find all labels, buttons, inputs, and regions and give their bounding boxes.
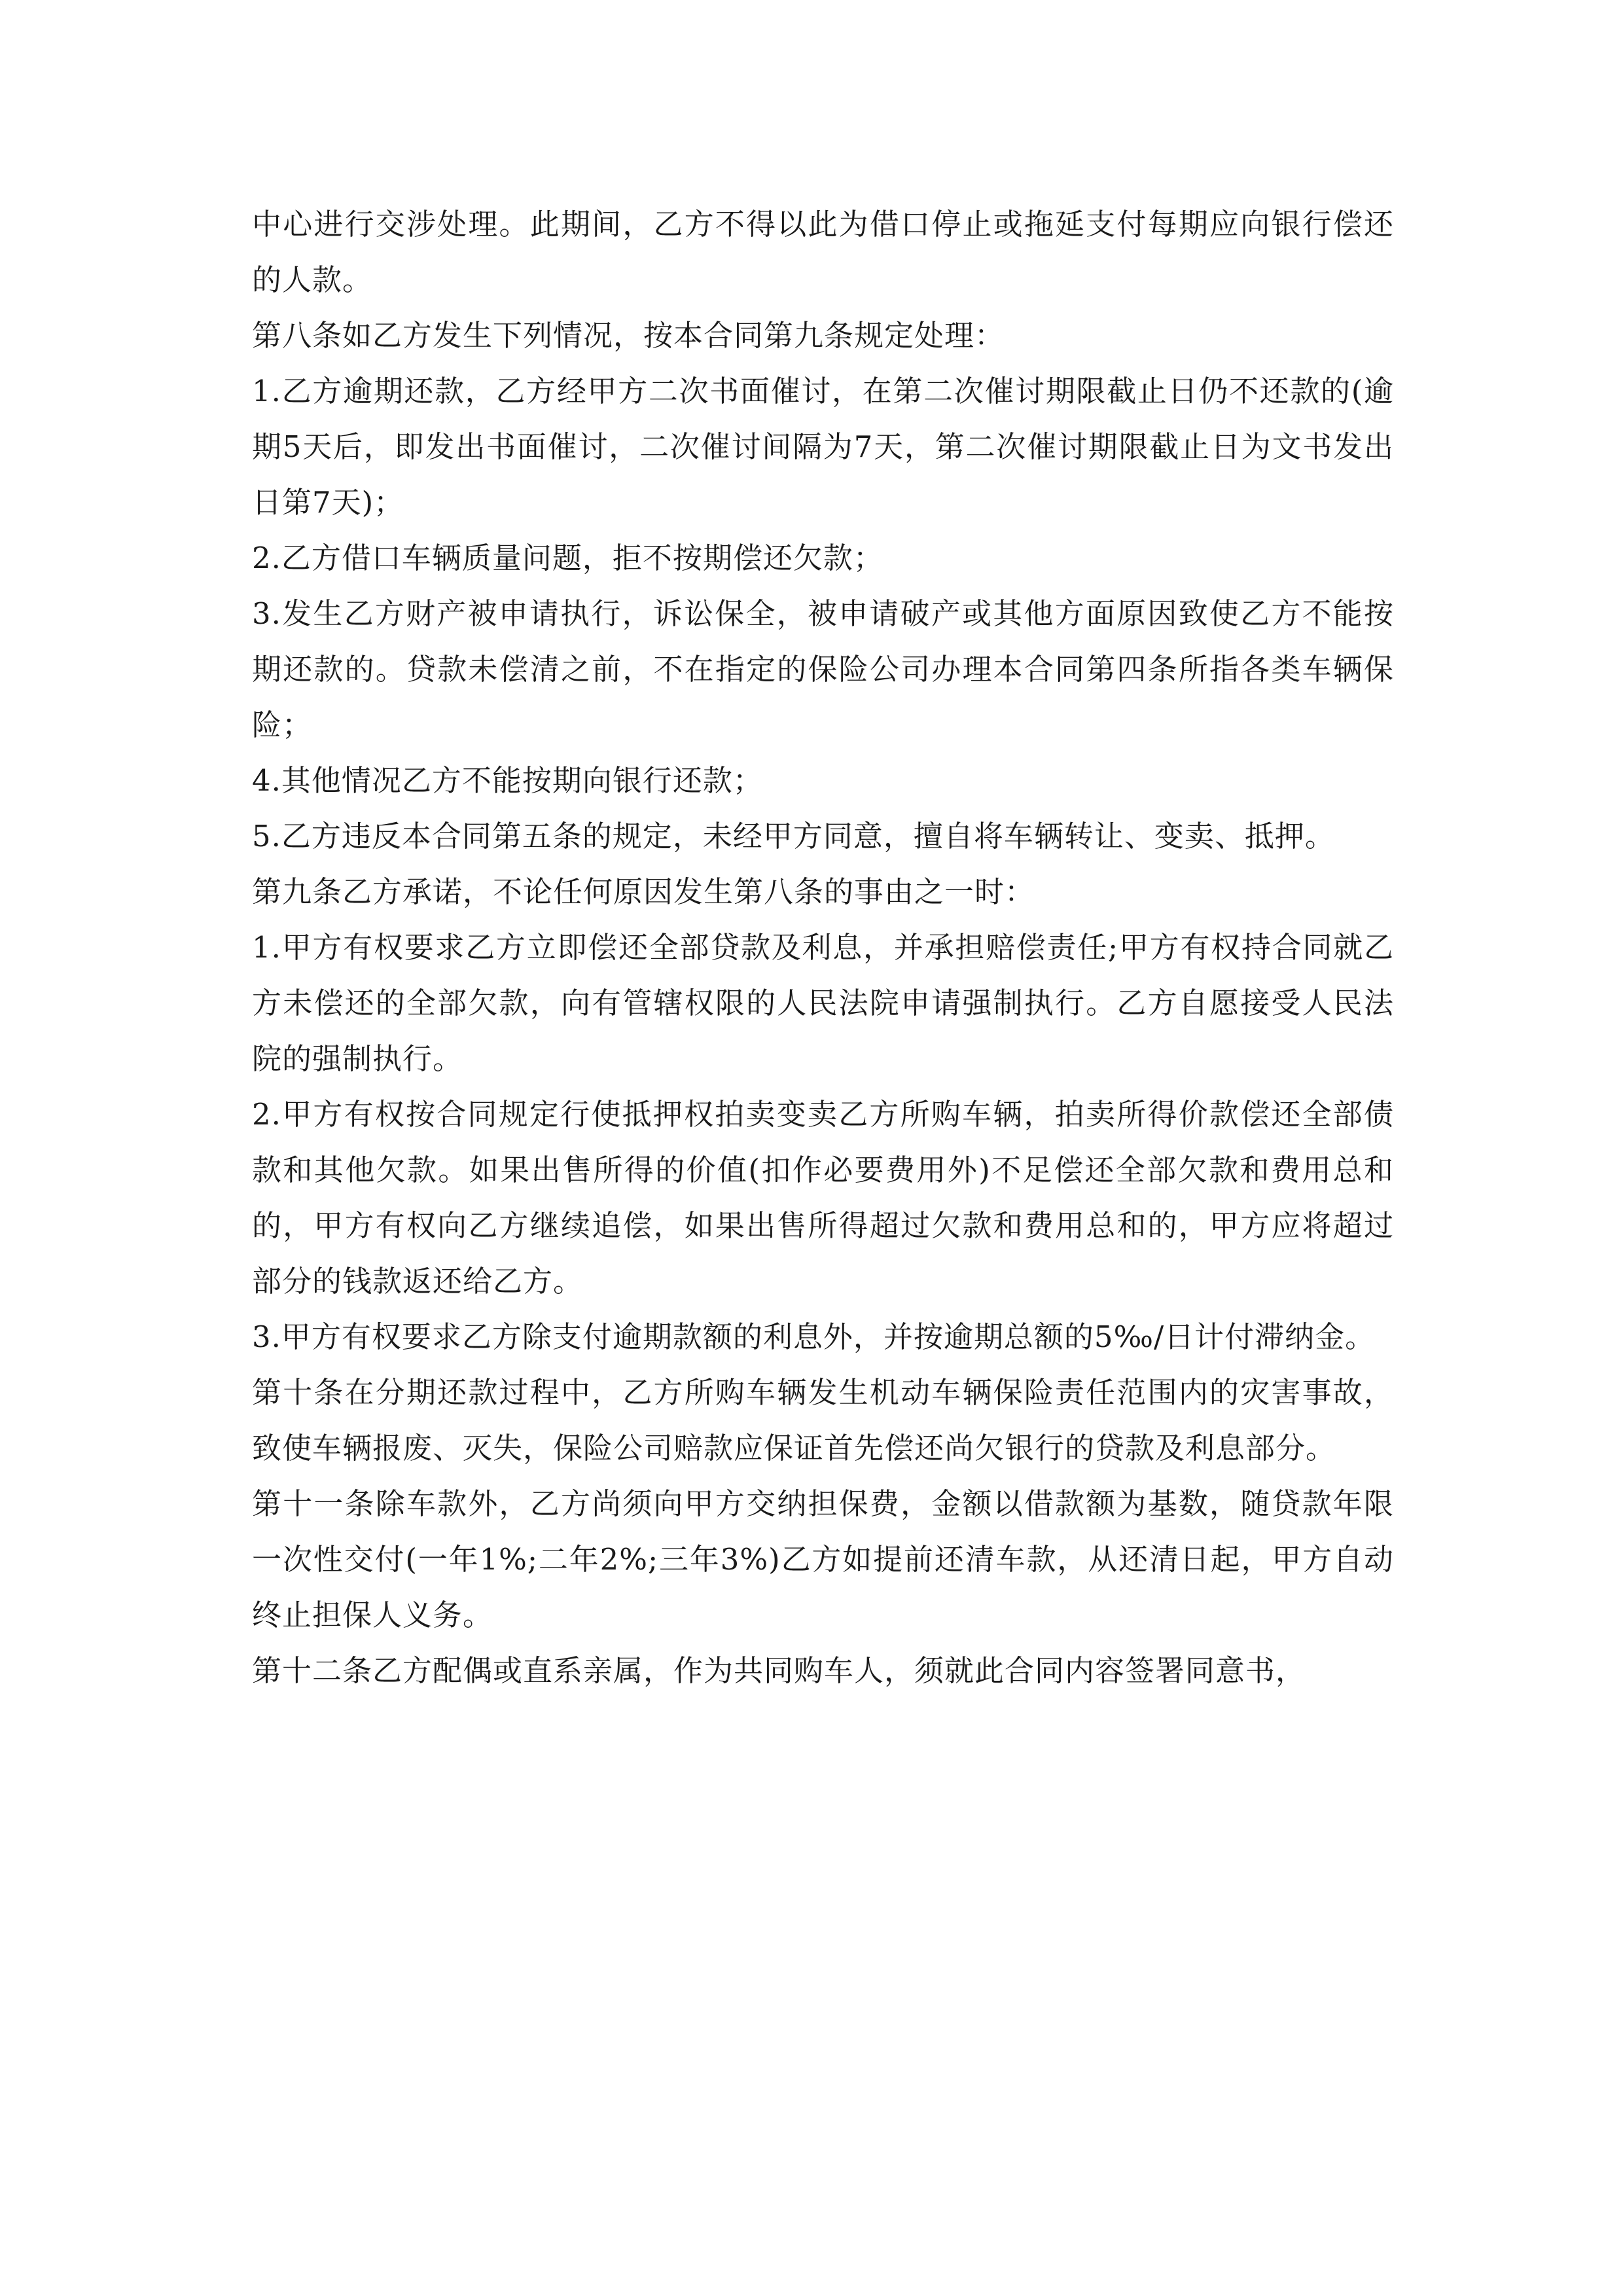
article-8-item-1: 1.乙方逾期还款，乙方经甲方二次书面催讨，在第二次催讨期限截止日仍不还款的(逾期5天后，即发出书面催讨，二次催讨间隔为7天，第二次催讨期限截止日为文书发出日第7天)；	[252, 374, 1394, 520]
article-9-item-3: 3.甲方有权要求乙方除支付逾期款额的利息外，并按逾期总额的5‰/日计付滞纳金。	[252, 1319, 1376, 1354]
article-8-item-2: 2.乙方借口车辆质量问题，拒不按期偿还欠款；	[252, 541, 883, 575]
article-8-item-3: 3.发生乙方财产被申请执行，诉讼保全，被申请破产或其他方面原因致使乙方不能按期还款的。贷款未偿清之前，不在指定的保险公司办理本合同第四条所指各类车辆保险；	[252, 596, 1394, 742]
article-8-heading: 第八条如乙方发生下列情况，按本合同第九条规定处理：	[252, 318, 1005, 353]
article-9-heading: 第九条乙方承诺，不论任何原因发生第八条的事由之一时：	[252, 874, 1035, 909]
article-10: 第十条在分期还款过程中，乙方所购车辆发生机动车辆保险责任范围内的灾害事故，致使车辆报废、灭失，保险公司赔款应保证首先偿还尚欠银行的贷款及利息部分。	[252, 1375, 1394, 1465]
document-body	[252, 196, 1394, 1698]
article-8-item-4: 4.其他情况乙方不能按期向银行还款；	[252, 763, 763, 798]
article-12: 第十二条乙方配偶或直系亲属，作为共同购车人，须就此合同内容签署同意书，	[252, 1653, 1306, 1688]
article-8-item-5: 5.乙方违反本合同第五条的规定，未经甲方同意，擅自将车辆转让、变卖、抵押。	[252, 819, 1335, 853]
article-9-item-1: 1.甲方有权要求乙方立即偿还全部贷款及利息，并承担赔偿责任;甲方有权持合同就乙方未偿还的全部欠款，向有管辖权限的人民法院申请强制执行。乙方自愿接受人民法院的强制执行。	[252, 930, 1394, 1076]
paragraph-continuation: 中心进行交涉处理。此期间，乙方不得以此为借口停止或拖延支付每期应向银行偿还的人款。	[252, 207, 1394, 297]
article-9-item-2: 2.甲方有权按合同规定行使抵押权拍卖变卖乙方所购车辆，拍卖所得价款偿还全部债款和其他欠款。如果出售所得的价值(扣作必要费用外)不足偿还全部欠款和费用总和的，甲方有权向乙方继续追偿，如果出售所得超过欠款和费用总和的，甲方应将超过部分的钱款返还给乙方。	[252, 1097, 1394, 1299]
article-11: 第十一条除车款外，乙方尚须向甲方交纳担保费，金额以借款额为基数，随贷款年限一次性交付(一年1%;二年2%;三年3%)乙方如提前还清车款，从还清日起，甲方自动终止担保人义务。	[252, 1486, 1394, 1632]
